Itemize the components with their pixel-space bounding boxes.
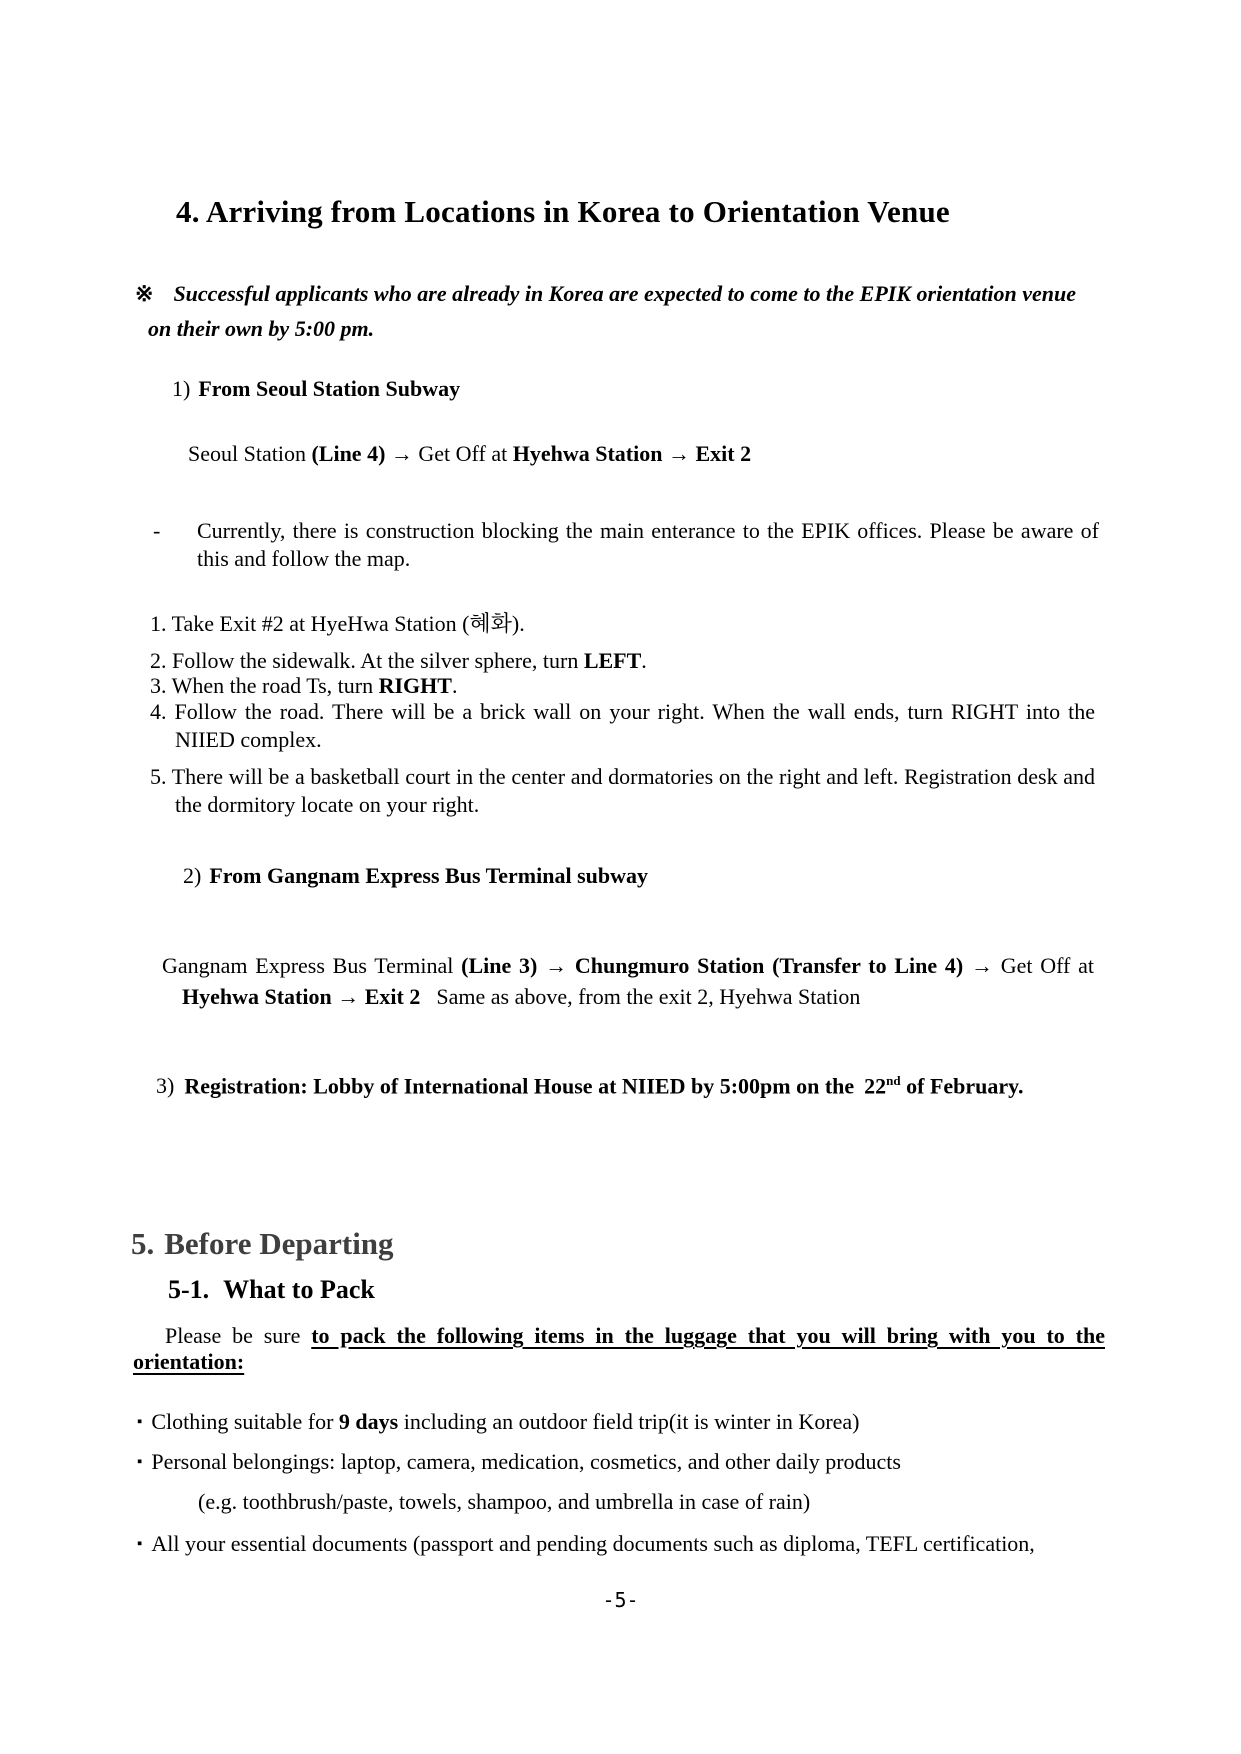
reference-mark: ※ — [135, 281, 154, 306]
section-2-title: From Gangnam Express Bus Terminal subway — [209, 863, 648, 888]
route-arrow: → — [331, 984, 365, 1009]
section-2-heading — [183, 862, 648, 890]
route-segment-bold: (Line 4) — [311, 441, 386, 466]
route-segment-bold: (Line 3) — [461, 953, 538, 978]
step-text: 2. Follow the sidewalk. At the silver sphere, turn — [150, 648, 584, 673]
step-text: . — [451, 673, 458, 698]
footer-page-number: -5- — [602, 1588, 639, 1612]
construction-note: Currently, there is construction blocking the main enterance to the EPIK offices. Please be aware of this and follow the map. — [197, 518, 1099, 571]
gangnam-route-line — [162, 950, 1094, 1012]
section-5-heading — [131, 1226, 394, 1262]
bullet-icon: ▪ — [137, 1454, 143, 1470]
pack-instruction-lead: Please be sure — [165, 1323, 312, 1348]
section-5-title: Before Departing — [164, 1226, 394, 1261]
item-text: All your essential documents (passport and pending documents such as diploma, TEFL certification, — [151, 1531, 1035, 1556]
route-segment-bold: Hyehwa Station — [512, 441, 663, 466]
packing-item-belongings-examples: (e.g. toothbrush/paste, towels, shampoo, and umbrella in case of rain) — [198, 1489, 811, 1514]
bullet-icon: ▪ — [137, 1414, 143, 1430]
route-segment-bold: Exit 2 — [364, 984, 421, 1009]
section-1-number: 1) — [172, 376, 191, 401]
packing-item-belongings — [137, 1448, 1147, 1476]
item-text: Personal belongings: laptop, camera, medication, cosmetics, and other daily products — [151, 1449, 901, 1474]
route-segment: → Get Off at — [385, 441, 513, 466]
route-segment-bold: Exit 2 — [695, 441, 752, 466]
registration-text: Registration: Lobby of International House at NIIED by 5:00pm on the — [184, 1073, 855, 1099]
section-2-number: 2) — [183, 863, 202, 888]
route-segment-bold: Chungmuro Station (Transfer to Line 4) — [574, 953, 964, 978]
note-paragraph — [133, 276, 1088, 346]
section-1-heading — [172, 375, 460, 403]
route-segment-bold: Hyehwa Station — [182, 984, 332, 1009]
dash-marker: - — [153, 518, 161, 543]
route-arrow: → — [537, 953, 575, 978]
packing-item-clothing — [137, 1408, 1147, 1436]
note-text: Successful applicants who are already in Korea are expected to come to the EPIK orientation venue on their own by 5:00 pm. — [148, 281, 1077, 341]
route-note: Same as above, from the exit 2, Hyehwa Station — [436, 984, 861, 1009]
section-5-number: 5. — [131, 1226, 155, 1261]
pack-instruction — [133, 1323, 1105, 1375]
route-segment: Seoul Station — [188, 441, 312, 466]
route-arrow: → — [662, 441, 696, 466]
route-segment: Gangnam Express Bus Terminal — [162, 953, 462, 978]
section-1-title: From Seoul Station Subway — [198, 376, 461, 401]
step-direction-bold: LEFT — [583, 648, 642, 673]
item-text: including an outdoor field trip(it is winter in Korea) — [398, 1409, 860, 1434]
section-5-1-number: 5-1. — [168, 1275, 210, 1304]
pack-instruction-emphasis: to pack the following items in the luggage that you will bring with you to the orientation: — [133, 1323, 1105, 1374]
step-text: . — [641, 648, 647, 673]
step-text: 3. When the road Ts, turn — [150, 673, 379, 698]
registration-text: of February. — [900, 1073, 1024, 1099]
registration-date: 22 — [864, 1073, 887, 1099]
step-direction-bold: RIGHT — [378, 673, 452, 698]
step-2 — [150, 647, 647, 675]
ordinal-suffix: nd — [886, 1073, 901, 1088]
route-segment: → Get Off at — [963, 953, 1094, 978]
step-5: 5. There will be a basketball court in the center and dormatories on the right and left. Registration desk and the dormitory locate on your right. — [150, 764, 1095, 817]
packing-item-documents — [137, 1530, 1167, 1558]
section-3-number: 3) — [156, 1073, 175, 1099]
item-text-bold: 9 days — [338, 1409, 399, 1434]
section-5-1-heading — [168, 1275, 375, 1305]
bullet-icon: ▪ — [137, 1536, 143, 1552]
registration-note — [142, 1067, 1094, 1099]
item-text: Clothing suitable for — [151, 1409, 339, 1434]
step-1: 1. Take Exit #2 at HyeHwa Station (혜화). — [150, 611, 525, 636]
doc-title: 4. Arriving from Locations in Korea to Orientation Venue — [176, 194, 950, 229]
step-3 — [150, 672, 457, 700]
section-5-1-title: What to Pack — [223, 1275, 375, 1304]
step-4: 4. Follow the road. There will be a brick wall on your right. When the wall ends, turn RIGHT into the NIIED complex. — [150, 699, 1095, 752]
seoul-route-line — [188, 440, 751, 468]
